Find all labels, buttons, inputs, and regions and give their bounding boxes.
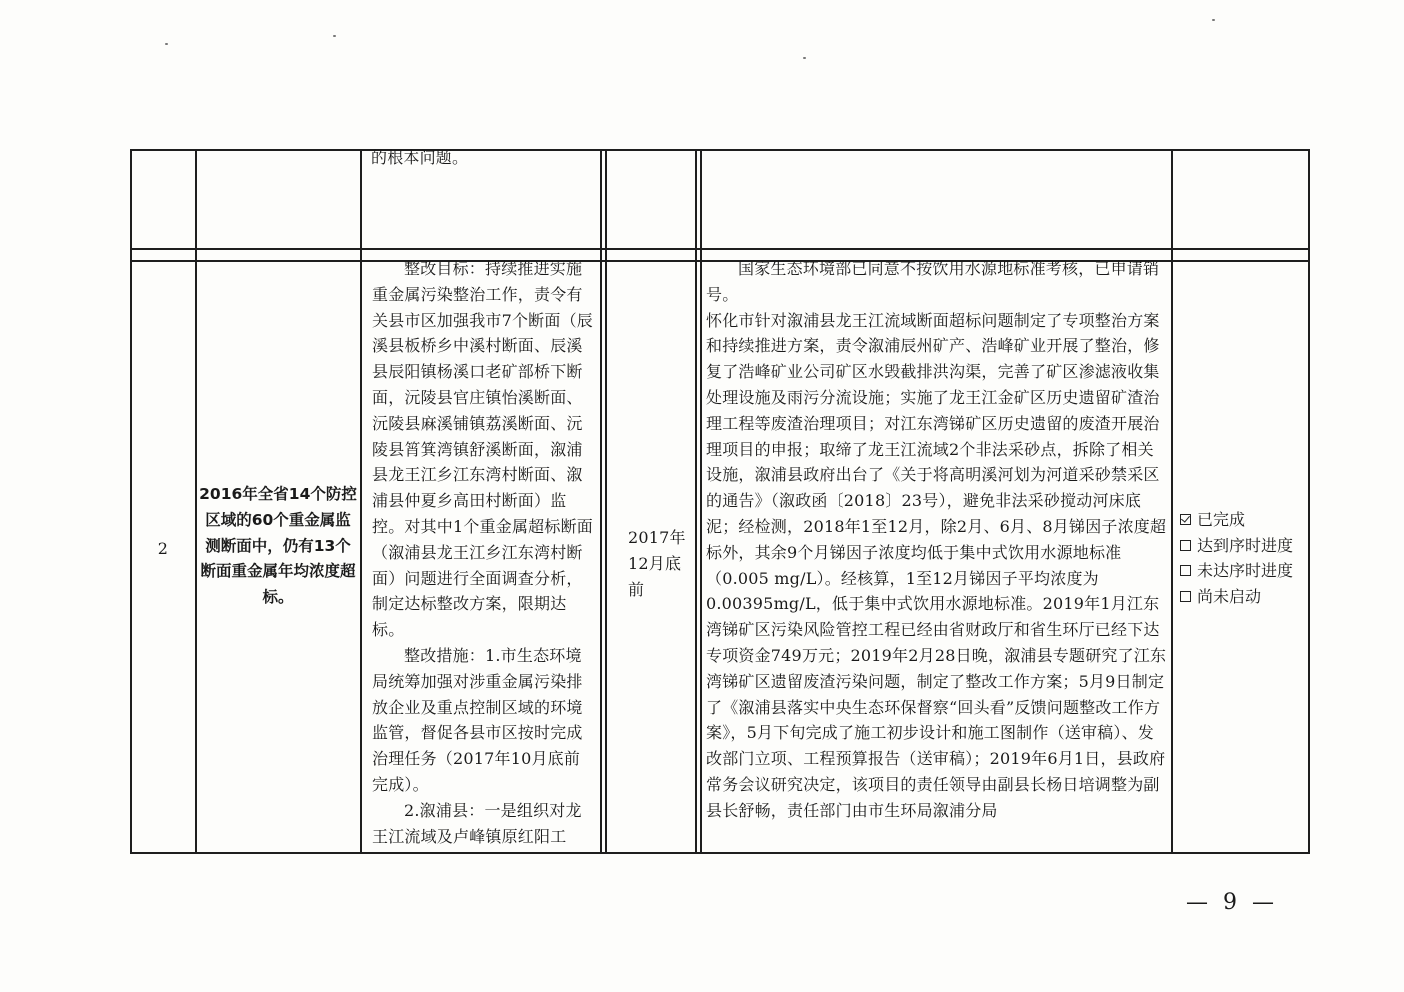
checkbox-checked-icon: [1180, 514, 1191, 525]
rectification-measures: [372, 256, 596, 850]
checkbox-empty-icon: [1180, 591, 1191, 602]
measures-goal: 整改目标：持续推进实施重金属污染整治工作，责令有关县市区加强我市7个断面（辰溪县板桥乡中溪村断面、辰溪县辰阳镇杨溪口老矿部桥下断面，沅陵县官庄镇怡溪断面、沅陵县麻溪铺镇荔溪断面、沅陵县筲箕湾镇舒溪断面，溆浦县龙王江乡江东湾村断面、溆浦县仲夏乡高田村断面）监控。对其中1个重金属超标断面（溆浦县龙王江乡江东湾村断面）问题进行全面调查分析，制定达标整改方案，限期达标。: [372, 259, 593, 640]
prev-row-measures-tail: 的根本问题。: [371, 148, 469, 167]
col-border: [1308, 149, 1310, 854]
status-option-completed: [1180, 507, 1308, 533]
col-border: [130, 149, 132, 854]
col-border: [360, 149, 362, 854]
page-number: — 9 —: [1186, 890, 1278, 915]
col-border: [695, 149, 697, 854]
status-label: 达到序时进度: [1197, 535, 1294, 555]
col-border: [605, 149, 607, 854]
table-border-top: [130, 149, 1309, 151]
status-label: 已完成: [1197, 510, 1246, 529]
col-border: [700, 149, 702, 854]
status-label: 未达序时进度: [1197, 561, 1294, 581]
measures-step-1: 整改措施：1.市生态环境局统筹加强对涉重金属污染排放企业及重点控制区域的环境监管，督促各县市区按时完成治理任务（2017年10月底前完成）。: [372, 645, 583, 794]
col-border: [1171, 149, 1173, 854]
col-border: [195, 149, 197, 854]
status-checklist: [1180, 507, 1308, 609]
row-separator: [130, 248, 1309, 250]
row-number: 2: [157, 539, 169, 558]
status-label: 尚未启动: [1197, 586, 1262, 606]
checkbox-empty-icon: [1180, 540, 1191, 551]
progress-summary: 国家生态环境部已同意不按饮用水源地标准考核，已申请销号。: [706, 259, 1160, 304]
issue-description: 2016年全省14个防控区域的60个重金属监测断面中，仍有13个断面重金属年均浓度超标。: [199, 485, 357, 607]
col-border: [600, 149, 602, 854]
progress-description: [706, 256, 1167, 850]
status-option-on-schedule: [1180, 533, 1308, 559]
checkbox-empty-icon: [1180, 565, 1191, 576]
progress-detail: 怀化市针对溆浦县龙王江流域断面超标问题制定了专项整治方案和持续推进方案，责令溆浦辰州矿产、浩峰矿业开展了整治，修复了浩峰矿业公司矿区水毁截排洪沟渠，完善了矿区渗滤液收集处理设施及雨污分流设施；实施了龙王江金矿区历史遗留矿渣治理工程等废渣治理项目；对江东湾锑矿区历史遗留的废渣开展治理项目的申报；取缔了龙王江流域2个非法采砂点，拆除了相关设施，溆浦县政府出台了《关于将高明溪河划为河道采砂禁采区的通告》（溆政函〔2018〕23号），避免非法采砂搅动河床底泥；经检测，2018年1至12月，除2月、6月、8月锑因子浓度超标外，其余9个月锑因子浓度均低于集中式饮用水源地标准（0.005 mg/L）。经核算，1至12月锑因子平均浓度为0.00395mg/L，低于集中式饮用水源地标准。2019年1月江东湾锑矿区污染风险管控工程已经由省财政厅和省生环厅已经下达专项资金749万元；2019年2月28日晚，溆浦县专题研究了江东湾锑矿区遗留废渣污染问题，制定了整改工作方案；5月9日制定了《溆浦县落实中央生态环保督察“回头看”反馈问题整改工作方案》，5月下旬完成了施工初步设计和施工图制作（送审稿）、发改部门立项、工程预算报告（送审稿）；2019年6月1日，县政府常务会议研究决定，该项目的责任领导由副县长杨日培调整为副县长舒畅，责任部门由市生环局溆浦分局: [706, 310, 1167, 820]
deadline: 2017年12月底前: [628, 528, 686, 599]
status-option-behind-schedule: [1180, 558, 1308, 584]
status-option-not-started: [1180, 584, 1308, 610]
table-border-bottom: [130, 852, 1309, 854]
measures-step-2: 2.溆浦县：一是组织对龙王江流域及卢峰镇原红阳工: [372, 800, 582, 846]
